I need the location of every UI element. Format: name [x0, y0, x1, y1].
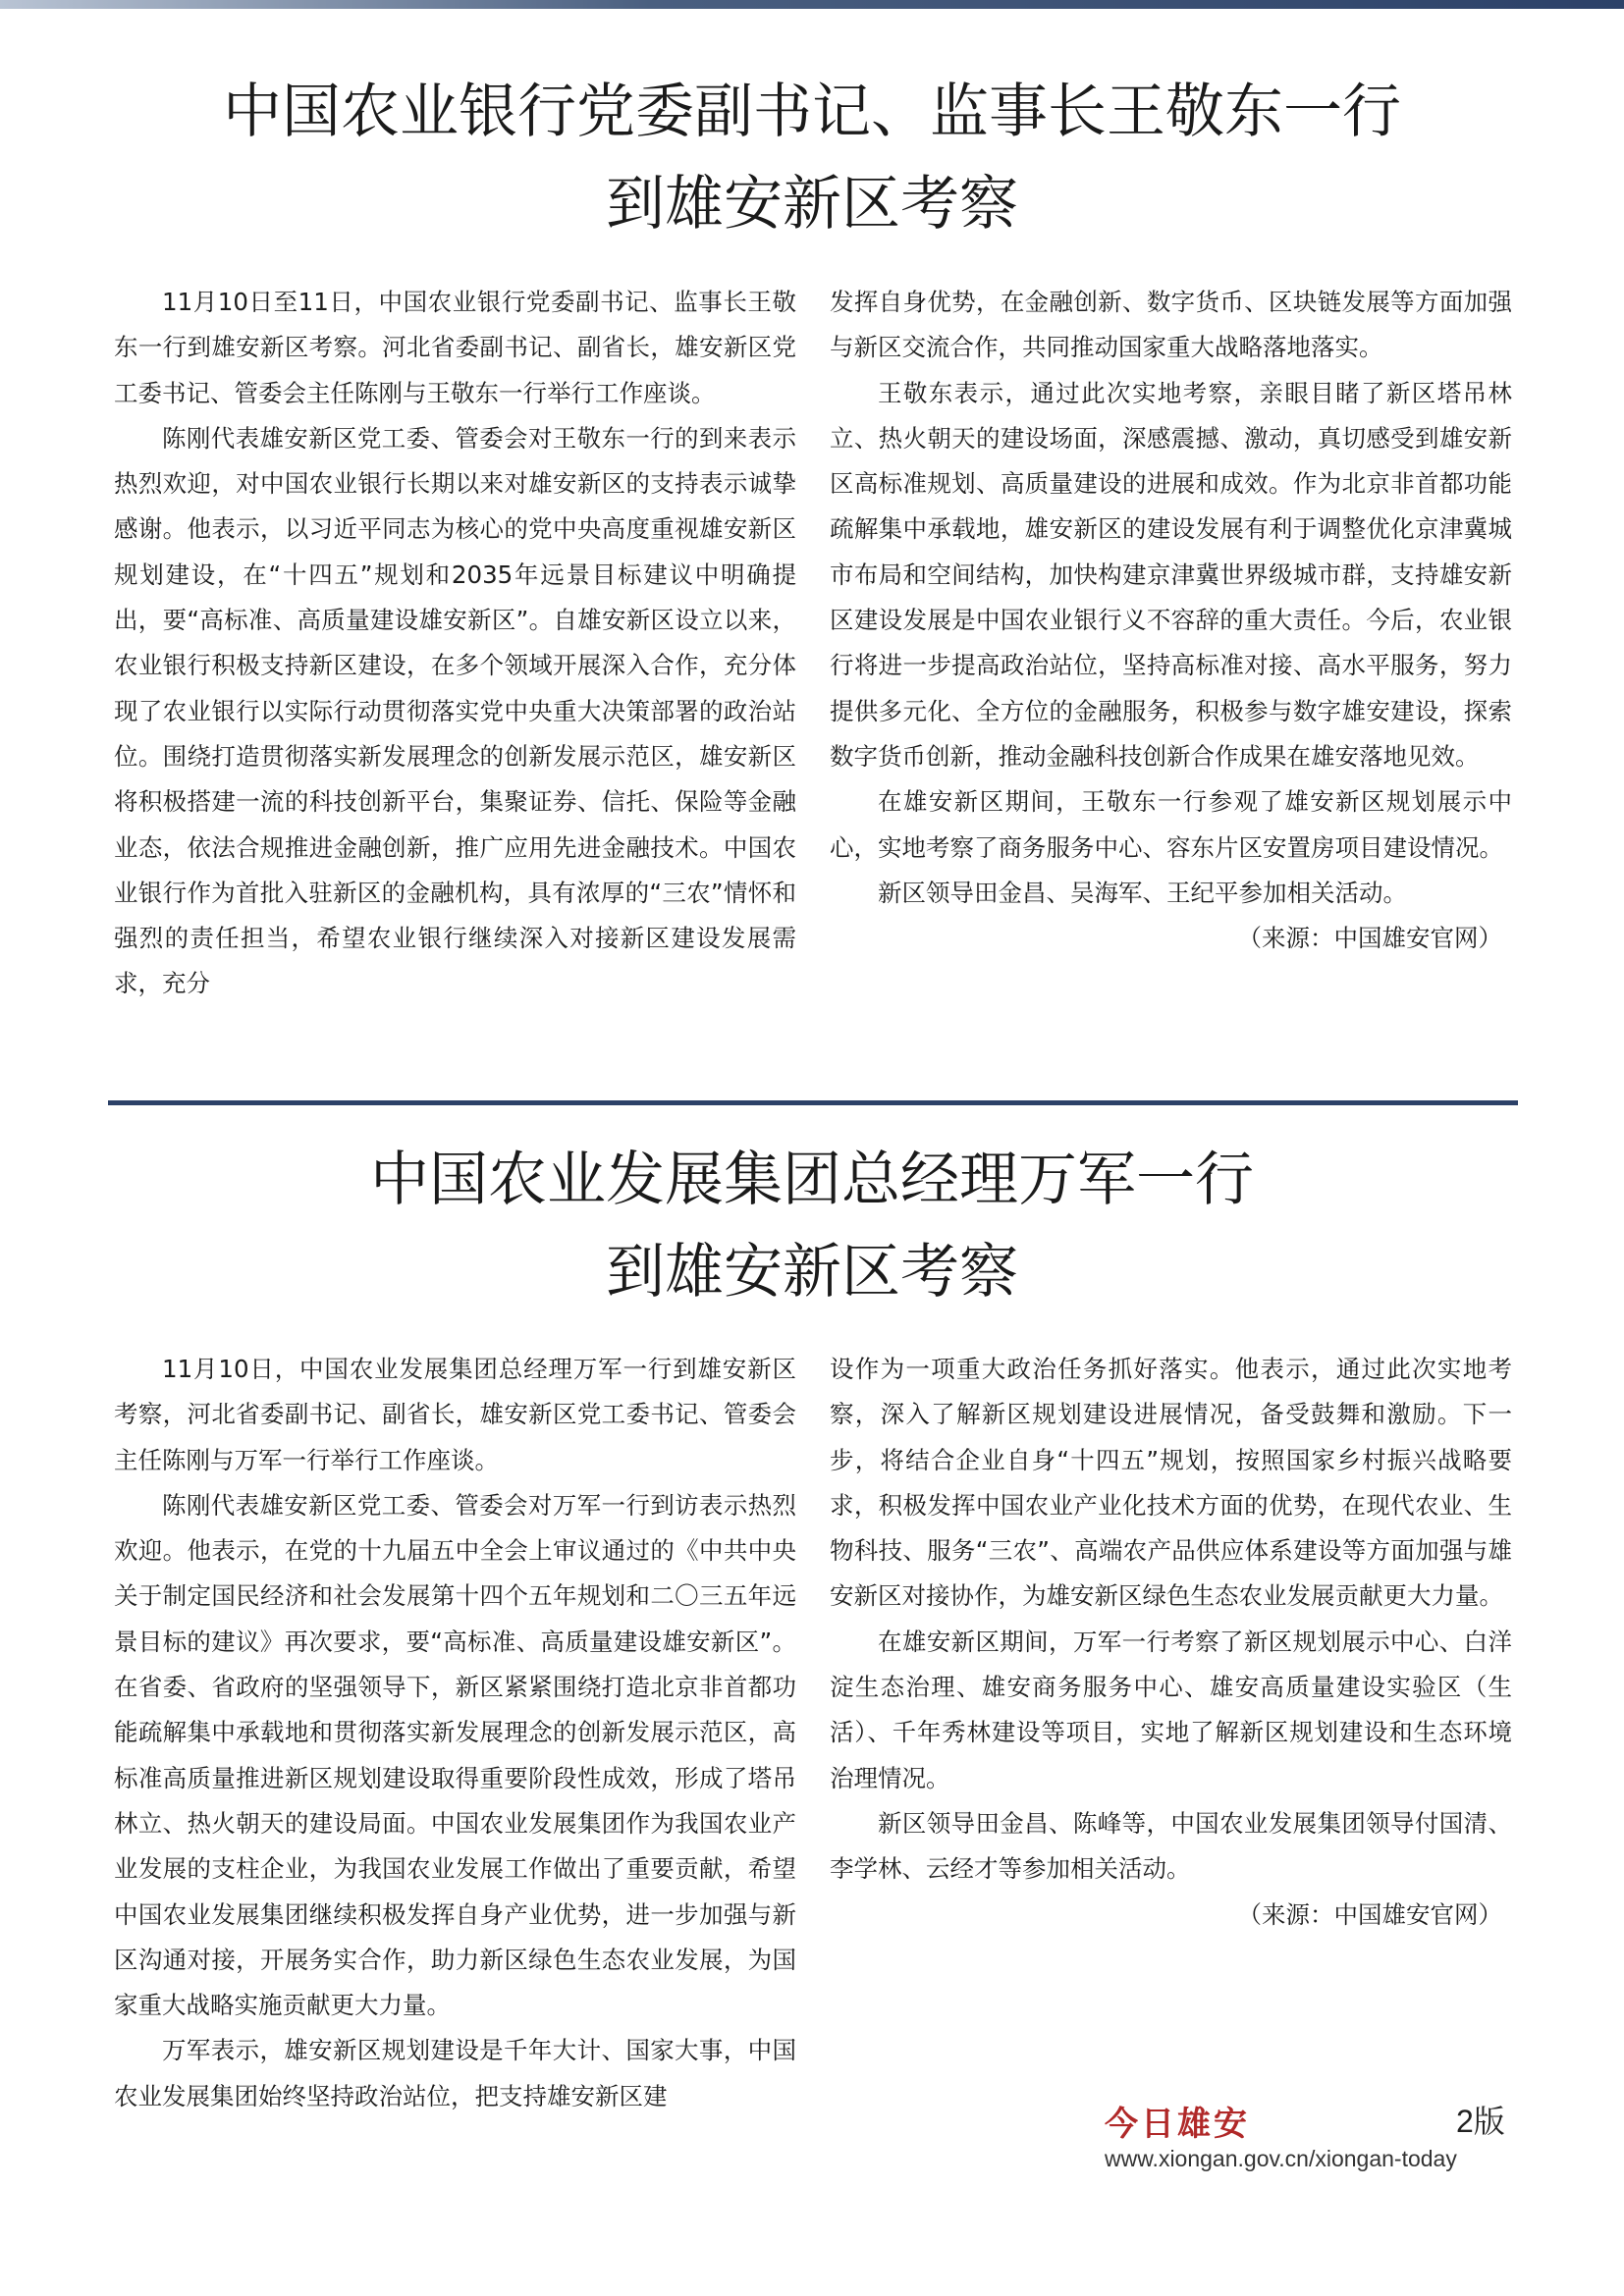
- article2-paragraph: 新区领导田金昌、陈峰等，中国农业发展集团领导付国清、李学林、云经才等参加相关活动。: [830, 1808, 1512, 1884]
- article2-paragraph: 11月10日，中国农业发展集团总经理万军一行到雄安新区考察，河北省委副书记、副省长，雄安新区党工委书记、管委会主任陈刚与万军一行举行工作座谈。: [114, 1355, 796, 1474]
- top-accent-bar: [0, 0, 1624, 9]
- article1-paragraph: 新区领导田金昌、吴海军、王纪平参加相关活动。: [878, 878, 1407, 907]
- article2-title-line1: 中国农业发展集团总经理万军一行: [370, 1146, 1254, 1214]
- article1-source: （来源：中国雄安官网）: [1237, 924, 1502, 953]
- page-number: 2版: [1456, 2104, 1505, 2139]
- article1-paragraph-continued: 发挥自身优势，在金融创新、数字货币、区块链发展等方面加强与新区交流合作，共同推动国家重大战略落地落实。: [830, 288, 1512, 362]
- brand-logo: 今日雄安: [1105, 2105, 1250, 2144]
- article1-title-line2: 到雄安新区考察: [606, 170, 1018, 239]
- article2-paragraph: 万军表示，雄安新区规划建设是千年大计、国家大事，中国农业发展集团始终坚持政治站位，把支持雄安新区建: [114, 2036, 796, 2110]
- article-divider: [108, 1100, 1518, 1105]
- article2-title-line2: 到雄安新区考察: [606, 1238, 1018, 1307]
- article1-paragraph: 王敬东表示，通过此次实地考察，亲眼目睹了新区塔吊林立、热火朝天的建设场面，深感震撼、激动，真切感受到雄安新区高标准规划、高质量建设的进展和成效。作为北京非首都功能疏解集中承载地，雄安新区的建设发展有利于调整优化京津冀城市布局和空间结构，加快构建京津冀世界级城市群，支持雄安新区建设发展是中国农业银行义不容辞的重大责任。今后，农业银行将进一步提高政治站位，坚持高标准对接、高水平服务，努力提供多元化、全方位的金融服务，积极参与数字雄安建设，探索数字货币创新，推动金融科技创新合作成果在雄安落地见效。: [830, 378, 1512, 771]
- article2-paragraph: 陈刚代表雄安新区党工委、管委会对万军一行到访表示热烈欢迎。他表示，在党的十九届五中全会上审议通过的《中共中央关于制定国民经济和社会发展第十四个五年规划和二〇三五年远景目标的建议》再次要求，要“高标准、高质量建设雄安新区”。在省委、省政府的坚强领导下，新区紧紧围绕打造北京非首都功能疏解集中承载地和贯彻落实新发展理念的创新发展示范区，高标准高质量推进新区规划建设取得重要阶段性成效，形成了塔吊林立、热火朝天的建设局面。中国农业发展集团作为我国农业产业发展的支柱企业，为我国农业发展工作做出了重要贡献，希望中国农业发展集团继续积极发挥自身产业优势，进一步加强与新区沟通对接，开展务实合作，助力新区绿色生态农业发展，为国家重大战略实施贡献更大力量。: [114, 1490, 796, 2020]
- site-url-link[interactable]: www.xiongan.gov.cn/xiongan-today: [1105, 2146, 1457, 2171]
- article1-paragraph: 在雄安新区期间，王敬东一行参观了雄安新区规划展示中心，实地考察了商务服务中心、容东片区安置房项目建设情况。: [830, 787, 1512, 862]
- article1-left-column: [114, 280, 796, 1007]
- article1-paragraph: 陈刚代表雄安新区党工委、管委会对王敬东一行的到来表示热烈欢迎，对中国农业银行长期以来对雄安新区的支持表示诚挚感谢。他表示，以习近平同志为核心的党中央高度重视雄安新区规划建设，在“十四五”规划和2035年远景目标建议中明确提出，要“高标准、高质量建设雄安新区”。自雄安新区设立以来，农业银行积极支持新区建设，在多个领域开展深入合作，充分体现了农业银行以实际行动贯彻落实党中央重大决策部署的政治站位。围绕打造贯彻落实新发展理念的创新发展示范区，雄安新区将积极搭建一流的科技创新平台，集聚证券、信托、保险等金融业态，依法合规推进金融创新，推广应用先进金融技术。中国农业银行作为首批入驻新区的金融机构，具有浓厚的“三农”情怀和强烈的责任担当，希望农业银行继续深入对接新区建设发展需求，充分: [114, 423, 796, 998]
- article2-paragraph-continued: 设作为一项重大政治任务抓好落实。他表示，通过此次实地考察，深入了解新区规划建设进展情况，备受鼓舞和激励。下一步，将结合企业自身“十四五”规划，按照国家乡村振兴战略要求，积极发挥中国农业产业化技术方面的优势，在现代农业、生物科技、服务“三农”、高端农产品供应体系建设等方面加强与雄安新区对接协作，为雄安新区绿色生态农业发展贡献更大力量。: [830, 1355, 1512, 1611]
- article2-left-column: [114, 1347, 796, 2119]
- article2-paragraph: 在雄安新区期间，万军一行考察了新区规划展示中心、白洋淀生态治理、雄安商务服务中心、雄安高质量建设实验区（生活）、千年秀林建设等项目，实地了解新区规划建设和生态环境治理情况。: [830, 1627, 1512, 1792]
- article1-title-line1: 中国农业银行党委副书记、监事长王敬东一行: [223, 78, 1401, 146]
- article1-right-column: [830, 280, 1512, 961]
- article1-paragraph: 11月10日至11日，中国农业银行党委副书记、监事长王敬东一行到雄安新区考察。河北省委副书记、副省长，雄安新区党工委书记、管委会主任陈刚与王敬东一行举行工作座谈。: [114, 288, 796, 407]
- article2-right-column: [830, 1347, 1512, 1938]
- article2-source: （来源：中国雄安官网）: [1237, 1899, 1502, 1929]
